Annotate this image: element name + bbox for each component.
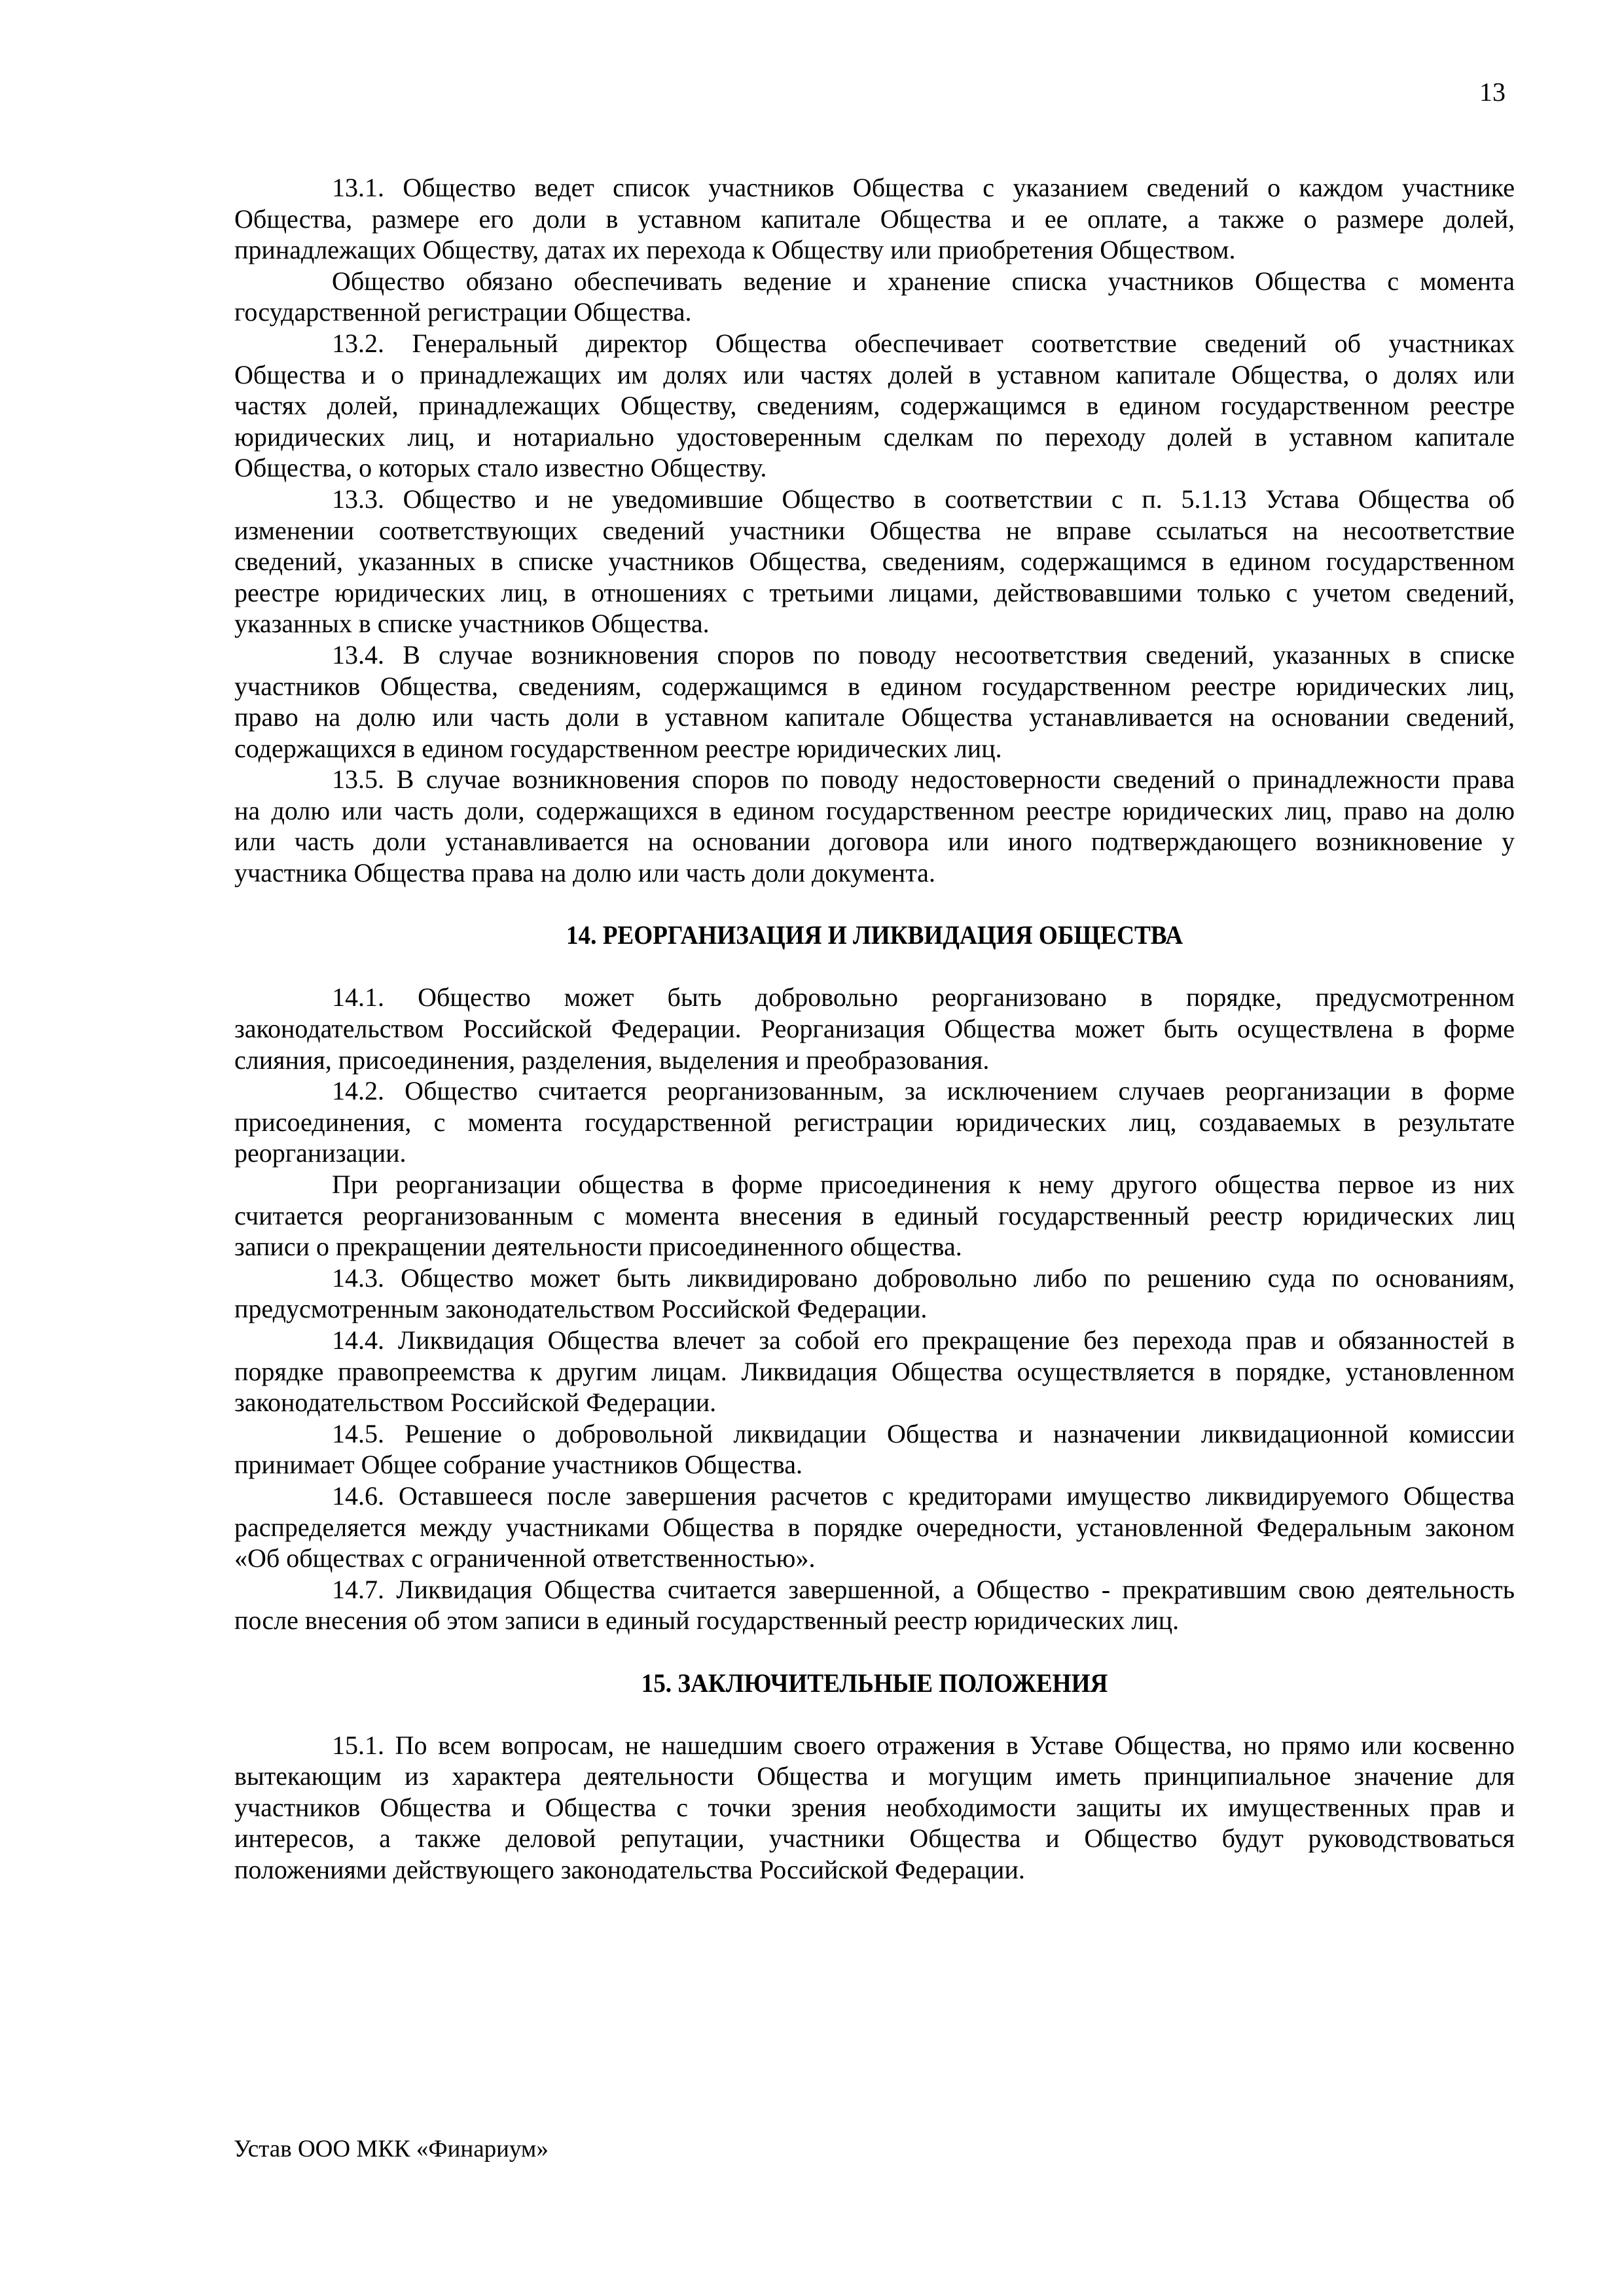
- paragraph: [234, 484, 1515, 639]
- text-line: сведений, указанных в списке участников Общества, сведениям, содержащимся в едином государственном: [234, 547, 1515, 577]
- text-line: Общества и о принадлежащих им долях или частях долей в уставном капитале Общества, о долях или: [234, 359, 1515, 389]
- paragraph: [234, 639, 1515, 764]
- text-line: на долю или часть доли, содержащихся в едином государственном реестре юридических лиц, право на долю: [234, 795, 1515, 825]
- paragraph: [234, 1574, 1515, 1636]
- text-line: присоединения, с момента государственной регистрации юридических лиц, создаваемых в результате: [234, 1107, 1515, 1137]
- text-line: 14.1. Общество может быть добровольно реорганизовано в порядке, предусмотренном: [332, 982, 1515, 1013]
- text-line: 13.5. В случае возникновения споров по поводу недостоверности сведений о принадлежности права: [332, 764, 1515, 795]
- text-line: участников Общества, сведениям, содержащимся в едином государственном реестре юридических лиц,: [234, 671, 1515, 701]
- paragraph: [234, 1169, 1515, 1263]
- text-line: частях долей, принадлежащих Обществу, сведениям, содержащимся в едином государственном реестре: [234, 391, 1515, 421]
- text-line: 14.2. Общество считается реорганизованным, за исключением случаев реорганизации в форме: [332, 1076, 1515, 1106]
- section-3: [234, 1668, 1515, 1886]
- paragraph: [234, 1263, 1515, 1325]
- text-line: 14.4. Ликвидация Общества влечет за собой его прекращение без перехода прав и обязанностей в: [332, 1325, 1515, 1355]
- text-line: слияния, присоединения, разделения, выделения и преобразования.: [234, 1045, 990, 1075]
- text-line: вытекающим из характера деятельности Общества и могущим иметь принципиальное значение для: [234, 1761, 1515, 1791]
- section-1: [234, 172, 1515, 889]
- page-footer: Устав ООО МКК «Финариум»: [234, 2136, 549, 2162]
- text-line: 14.5. Решение о добровольной ликвидации Общества и назначении ликвидационной комиссии: [332, 1418, 1515, 1448]
- text-line: государственной регистрации Общества.: [234, 297, 692, 327]
- text-line: участника Общества права на долю или часть доли документа.: [234, 858, 935, 888]
- text-line: содержащихся в едином государственном реестре юридических лиц.: [234, 733, 1002, 763]
- text-line: считается реорганизованным с момента внесения в единый государственный реестр юридических лиц: [234, 1200, 1515, 1230]
- text-line: При реорганизации общества в форме присоединения к нему другого общества первое из них: [332, 1170, 1515, 1199]
- section-heading: 15. ЗАКЛЮЧИТЕЛЬНЫЕ ПОЛОЖЕНИЯ: [641, 1668, 1108, 1698]
- text-line: принимает Общее собрание участников Общества.: [234, 1450, 803, 1480]
- text-line: 13.3. Общество и не уведомившие Общество в соответствии с п. 5.1.13 Устава Общества об: [332, 484, 1515, 514]
- paragraph: [234, 1418, 1515, 1480]
- text-line: изменении соответствующих сведений участники Общества не вправе ссылаться на несоответствие: [234, 515, 1515, 545]
- text-line: 15.1. По всем вопросам, не нашедшим своего отражения в Уставе Общества, но прямо или косвенно: [332, 1730, 1515, 1760]
- paragraph: [234, 1730, 1515, 1886]
- text-line: записи о прекращении деятельности присоединенного общества.: [234, 1232, 962, 1262]
- text-line: после внесения об этом записи в единый государственный реестр юридических лиц.: [234, 1605, 1180, 1636]
- text-line: положениями действующего законодательства Российской Федерации.: [234, 1855, 1025, 1885]
- section-heading: 14. РЕОРГАНИЗАЦИЯ И ЛИКВИДАЦИЯ ОБЩЕСТВА: [566, 920, 1183, 950]
- section-2: [234, 920, 1515, 1636]
- paragraph: [234, 172, 1515, 266]
- text-line: 13.4. В случае возникновения споров по поводу несоответствия сведений, указанных в списке: [332, 639, 1515, 670]
- text-line: «Об обществах с ограниченной ответственностью».: [234, 1543, 816, 1573]
- text-line: 13.1. Общество ведет список участников Общества с указанием сведений о каждом участнике: [332, 173, 1515, 202]
- paragraph: [234, 1325, 1515, 1418]
- text-line: реестре юридических лиц, в отношениях с третьими лицами, действовавшими только с учетом сведений,: [234, 577, 1515, 607]
- paragraph: [234, 1480, 1515, 1574]
- document-body: [234, 172, 1515, 1886]
- text-line: или часть доли устанавливается на основании договора или иного подтверждающего возникновение у: [234, 827, 1515, 857]
- text-line: 14.3. Общество может быть ликвидировано добровольно либо по решению суда по основаниям,: [332, 1263, 1515, 1293]
- text-line: Общество обязано обеспечивать ведение и хранение списка участников Общества с момента: [332, 266, 1515, 296]
- text-line: 14.6. Оставшееся после завершения расчетов с кредиторами имущество ликвидируемого Общества: [332, 1480, 1515, 1511]
- text-line: участников Общества и Общества с точки зрения необходимости защиты их имущественных прав и: [234, 1792, 1515, 1822]
- text-line: реорганизации.: [234, 1138, 406, 1168]
- paragraph: [234, 1075, 1515, 1169]
- text-line: интересов, а также деловой репутации, участники Общества и Общество будут руководствоваться: [234, 1823, 1515, 1854]
- paragraph: [234, 764, 1515, 888]
- page-number: 13: [1479, 77, 1506, 107]
- text-line: указанных в списке участников Общества.: [234, 609, 710, 639]
- text-line: законодательством Российской Федерации.: [234, 1388, 717, 1418]
- text-line: 13.2. Генеральный директор Общества обеспечивает соответствие сведений об участниках: [332, 328, 1515, 358]
- text-line: законодательством Российской Федерации. Реорганизация Общества может быть осуществлена в форме: [234, 1014, 1515, 1044]
- paragraph: [234, 982, 1515, 1075]
- text-line: порядке правопреемства к другим лицам. Ликвидация Общества осуществляется в порядке, установленном: [234, 1356, 1515, 1386]
- text-line: принадлежащих Обществу, датах их перехода к Обществу или приобретения Обществом.: [234, 235, 1236, 265]
- paragraph: [234, 266, 1515, 328]
- text-line: 14.7. Ликвидация Общества считается завершенной, а Общество - прекратившим свою деятельность: [332, 1574, 1515, 1604]
- text-line: право на долю или часть доли в уставном капитале Общества устанавливается на основании сведений,: [234, 702, 1515, 732]
- text-line: юридических лиц, и нотариально удостоверенным сделкам по переходу долей в уставном капитале: [234, 422, 1515, 452]
- text-line: Общества, размере его доли в уставном капитале Общества и ее оплате, а также о размере долей,: [234, 204, 1515, 234]
- text-line: Общества, о которых стало известно Обществу.: [234, 453, 767, 483]
- text-line: распределяется между участниками Общества в порядке очередности, установленной Федеральным законом: [234, 1512, 1515, 1542]
- paragraph: [234, 328, 1515, 484]
- text-line: предусмотренным законодательством Российской Федерации.: [234, 1294, 928, 1324]
